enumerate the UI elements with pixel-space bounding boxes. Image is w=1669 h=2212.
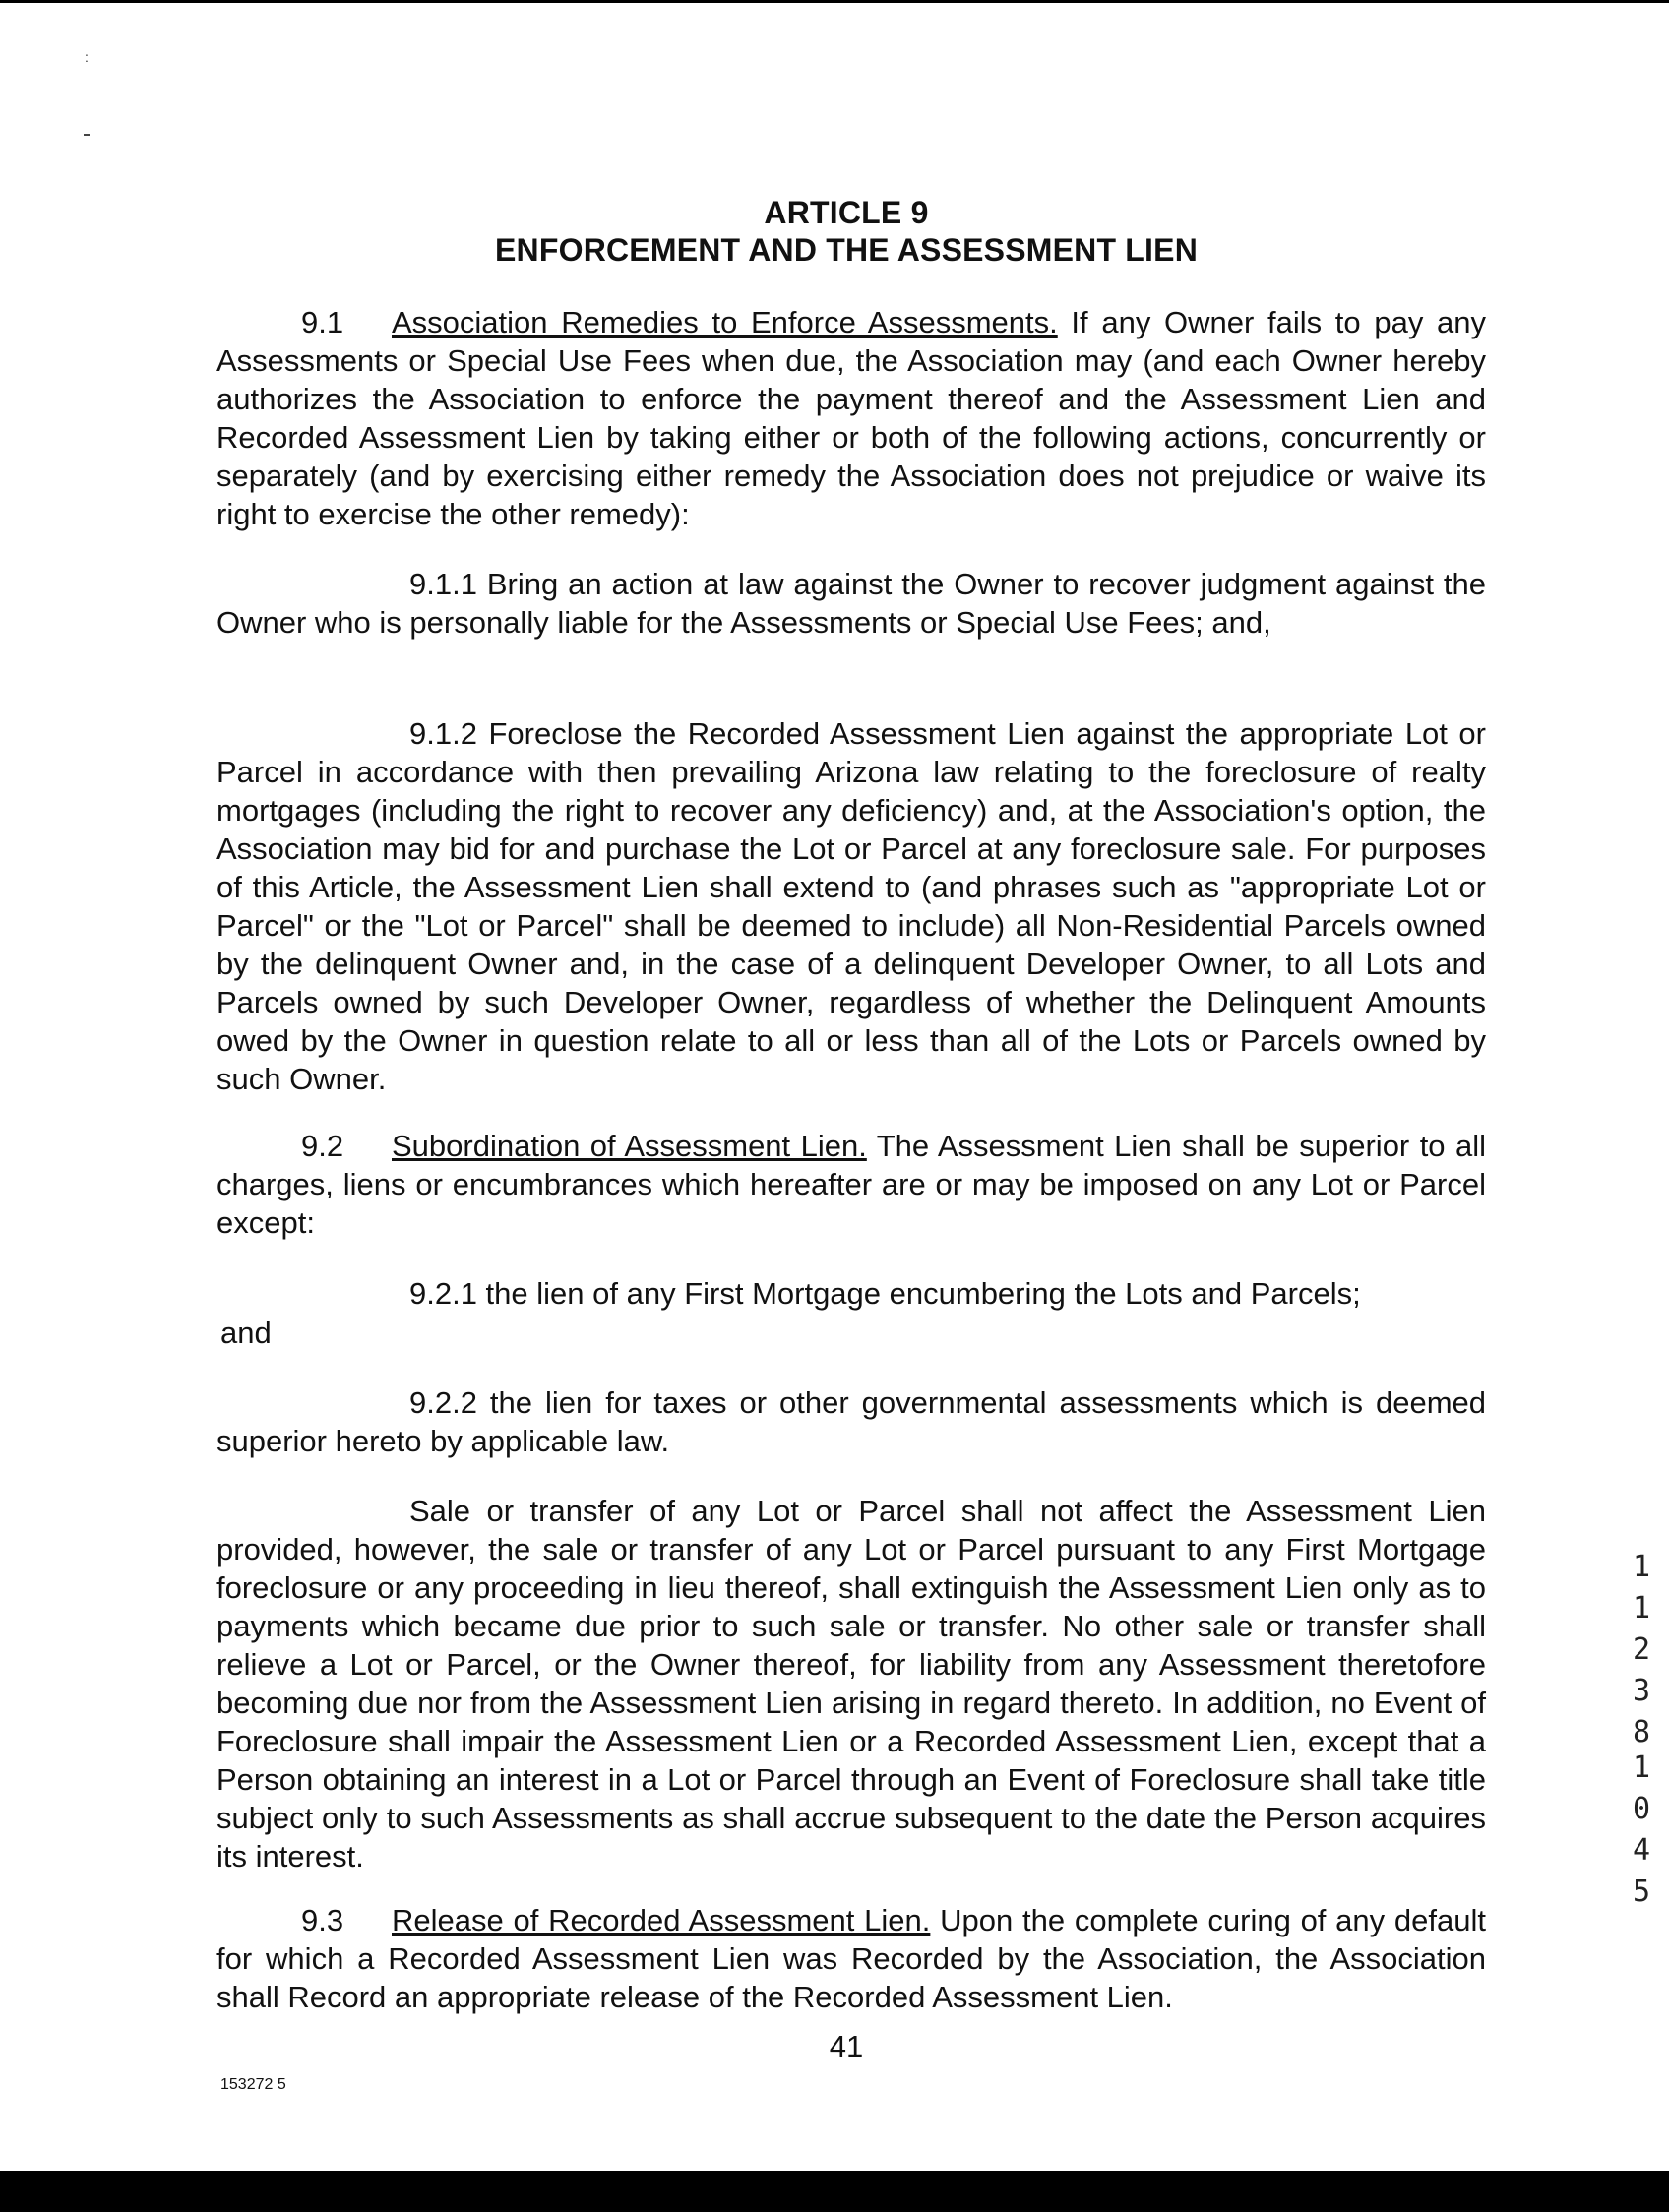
section-body: If any Owner fails to pay any Assessments or Special Use Fees when due, the Association may (and each Owner hereby authorizes the Association to enforce the payment thereof and the Assessment Lien and Recorded Assessment Lien by taking either or both of the following actions, concurrently or separately (and by exercising either remedy the Association does not prejudice or waive its right to exercise the other remedy): — [216, 305, 1486, 531]
section-9-2-2: 9.2.2 the lien for taxes or other governmental assessments which is deemed superior hereto by applicable law. — [216, 1385, 1486, 1458]
section-9-2-1: 9.2.1 the lien of any First Mortgage encumbering the Lots and Parcels; — [409, 1276, 1361, 1311]
section-9-1 — [216, 303, 1486, 533]
page-number: 41 — [829, 2029, 864, 2063]
section-number: 9.1 — [301, 305, 344, 339]
section-number: 9.2 — [301, 1129, 344, 1163]
section-title: Association Remedies to Enforce Assessments. — [392, 305, 1058, 339]
stamp-digit: 0 — [1632, 1792, 1651, 1826]
section-title: Subordination of Assessment Lien. — [392, 1129, 867, 1163]
section-number: 9.3 — [301, 1903, 344, 1937]
section-body: The Assessment Lien shall be superior to all charges, liens or encumbrances which hereafter are or may be imposed on any Lot or Parcel except: — [216, 1129, 1486, 1240]
stamp-digit: 2 — [1632, 1632, 1651, 1667]
scan-dash-mark — [84, 134, 90, 136]
stamp-digit: 8 — [1632, 1715, 1651, 1750]
section-9-2 — [216, 1127, 1486, 1242]
article-number: ARTICLE 9 — [764, 195, 929, 230]
scan-mark: : — [85, 49, 89, 65]
article-title: ENFORCEMENT AND THE ASSESSMENT LIEN — [495, 232, 1198, 268]
section-9-3 — [216, 1901, 1486, 2016]
stamp-digit: 1 — [1632, 1751, 1651, 1785]
stamp-digit: 4 — [1632, 1833, 1651, 1868]
section-body: Upon the complete curing of any default for which a Recorded Assessment Lien was Recorded by the Association, the Association shall Record an appropriate release of the Recorded Assessment Lien. — [216, 1903, 1486, 2014]
scan-top-border — [0, 0, 1669, 3]
stamp-digit: 3 — [1632, 1674, 1651, 1708]
stamp-digit: 1 — [1632, 1550, 1651, 1584]
sale-transfer-paragraph: Sale or transfer of any Lot or Parcel shall not affect the Assessment Lien provided, however, the sale or transfer of any Lot or Parcel pursuant to any First Mortgage foreclosure or any proceeding in lieu thereof, shall extinguish the Assessment Lien only as to payments which became due prior to such sale or transfer. No other sale or transfer shall relieve a Lot or Parcel, or the Owner thereof, for liability from any Assessment theretofore becoming due nor from the Assessment Lien arising in regard thereto. In addition, no Event of Foreclosure shall impair the Assessment Lien or a Recorded Assessment Lien, except that a Person obtaining an interest in a Lot or Parcel through an Event of Foreclosure shall take title subject only to such Assessments as shall accrue subsequent to the date the Person acquires its interest. — [216, 1494, 1486, 1874]
section-9-1-2: 9.1.2 Foreclose the Recorded Assessment Lien against the appropriate Lot or Parcel in accordance with then prevailing Arizona law relating to the foreclosure of realty mortgages (including the right to recover any deficiency) and, at the Association's option, the Association may bid for and purchase the Lot or Parcel at any foreclosure sale. For purposes of this Article, the Assessment Lien shall extend to (and phrases such as "appropriate Lot or Parcel" or the "Lot or Parcel" shall be deemed to include) all Non-Residential Parcels owned by the delinquent Owner and, in the case of a delinquent Developer Owner, to all Lots and Parcels owned by such Developer Owner, regardless of whether the Delinquent Amounts owed by the Owner in question relate to all or less than all of the Lots or Parcels owned by such Owner. — [216, 716, 1486, 1096]
section-9-2-1-and: and — [220, 1316, 272, 1350]
stamp-digit: 1 — [1632, 1591, 1651, 1626]
section-title: Release of Recorded Assessment Lien. — [392, 1903, 931, 1937]
section-9-1-1: 9.1.1 Bring an action at law against the Owner to recover judgment against the Owner who is personally liable for the Assessments or Special Use Fees; and, — [216, 567, 1486, 640]
recording-stamp-bottom — [1625, 1748, 1658, 1913]
stamp-digit: 5 — [1632, 1874, 1651, 1909]
recording-stamp-top — [1625, 1547, 1658, 1753]
document-id: 153272 5 — [220, 2076, 286, 2093]
